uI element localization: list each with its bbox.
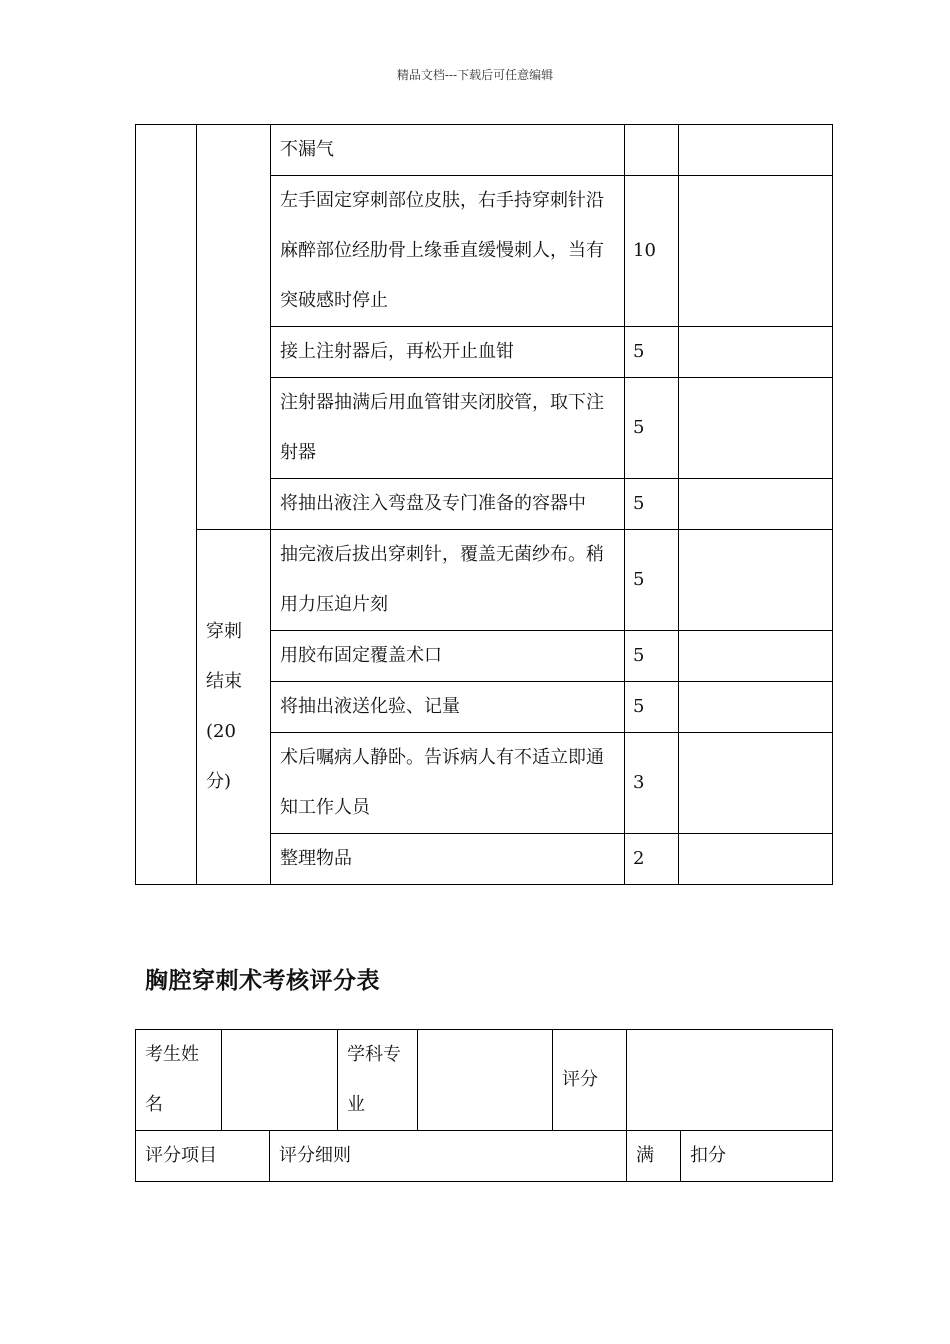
detail-header: 评分细则 bbox=[270, 1131, 627, 1182]
candidate-name-value bbox=[222, 1030, 338, 1131]
deduct-cell bbox=[679, 125, 833, 176]
item-header: 评分项目 bbox=[136, 1131, 270, 1182]
detail-cell: 将抽出液送化验、记量 bbox=[271, 682, 625, 733]
deduct-cell bbox=[679, 733, 833, 834]
section-label-line: 分) bbox=[206, 771, 232, 792]
section-label-line: 穿刺 bbox=[206, 621, 242, 642]
section-label-cell bbox=[197, 530, 271, 885]
deduct-cell bbox=[679, 682, 833, 733]
section-label-line: (20 bbox=[206, 721, 236, 742]
deduct-cell bbox=[679, 530, 833, 631]
score-label: 评分 bbox=[553, 1030, 627, 1131]
full-score-header: 满 bbox=[627, 1131, 681, 1182]
detail-cell: 注射器抽满后用血管钳夹闭胶管，取下注射器 bbox=[271, 378, 625, 479]
score-cell: 5 bbox=[625, 530, 679, 631]
major-label: 学科专业 bbox=[338, 1030, 418, 1131]
scoring-table bbox=[135, 1029, 833, 1182]
table-header-row bbox=[136, 1131, 833, 1182]
score-cell: 5 bbox=[625, 631, 679, 682]
detail-cell: 接上注射器后，再松开止血钳 bbox=[271, 327, 625, 378]
deduct-cell bbox=[679, 176, 833, 327]
deduct-cell bbox=[679, 631, 833, 682]
detail-cell: 术后嘱病人静卧。告诉病人有不适立即通知工作人员 bbox=[271, 733, 625, 834]
section-label-line: 结束 bbox=[206, 671, 242, 692]
detail-cell: 不漏气 bbox=[271, 125, 625, 176]
major-value bbox=[418, 1030, 553, 1131]
score-cell: 5 bbox=[625, 479, 679, 530]
score-cell: 2 bbox=[625, 834, 679, 885]
score-cell: 5 bbox=[625, 327, 679, 378]
score-cell: 5 bbox=[625, 378, 679, 479]
score-cell: 5 bbox=[625, 682, 679, 733]
deduct-header: 扣分 bbox=[681, 1131, 833, 1182]
page-header: 精品文档---下载后可任意编辑 bbox=[396, 68, 554, 82]
table-row bbox=[136, 530, 833, 631]
document-title: 胸腔穿刺术考核评分表 bbox=[145, 967, 380, 994]
detail-cell: 用胶布固定覆盖术口 bbox=[271, 631, 625, 682]
table-row bbox=[136, 1030, 833, 1131]
deduct-cell bbox=[679, 378, 833, 479]
scoring-table-continued bbox=[135, 124, 833, 885]
candidate-name-label: 考生姓名 bbox=[136, 1030, 222, 1131]
section-cell bbox=[197, 125, 271, 530]
score-cell bbox=[625, 125, 679, 176]
score-cell: 3 bbox=[625, 733, 679, 834]
detail-cell: 左手固定穿刺部位皮肤，右手持穿刺针沿麻醉部位经肋骨上缘垂直缓慢刺人，当有突破感时停止 bbox=[271, 176, 625, 327]
table-row bbox=[136, 125, 833, 176]
deduct-cell bbox=[679, 834, 833, 885]
category-cell bbox=[136, 125, 197, 885]
deduct-cell bbox=[679, 479, 833, 530]
detail-cell: 抽完液后拔出穿刺针，覆盖无菌纱布。稍用力压迫片刻 bbox=[271, 530, 625, 631]
score-value bbox=[627, 1030, 833, 1131]
deduct-cell bbox=[679, 327, 833, 378]
detail-cell: 整理物品 bbox=[271, 834, 625, 885]
score-cell: 10 bbox=[625, 176, 679, 327]
detail-cell: 将抽出液注入弯盘及专门准备的容器中 bbox=[271, 479, 625, 530]
